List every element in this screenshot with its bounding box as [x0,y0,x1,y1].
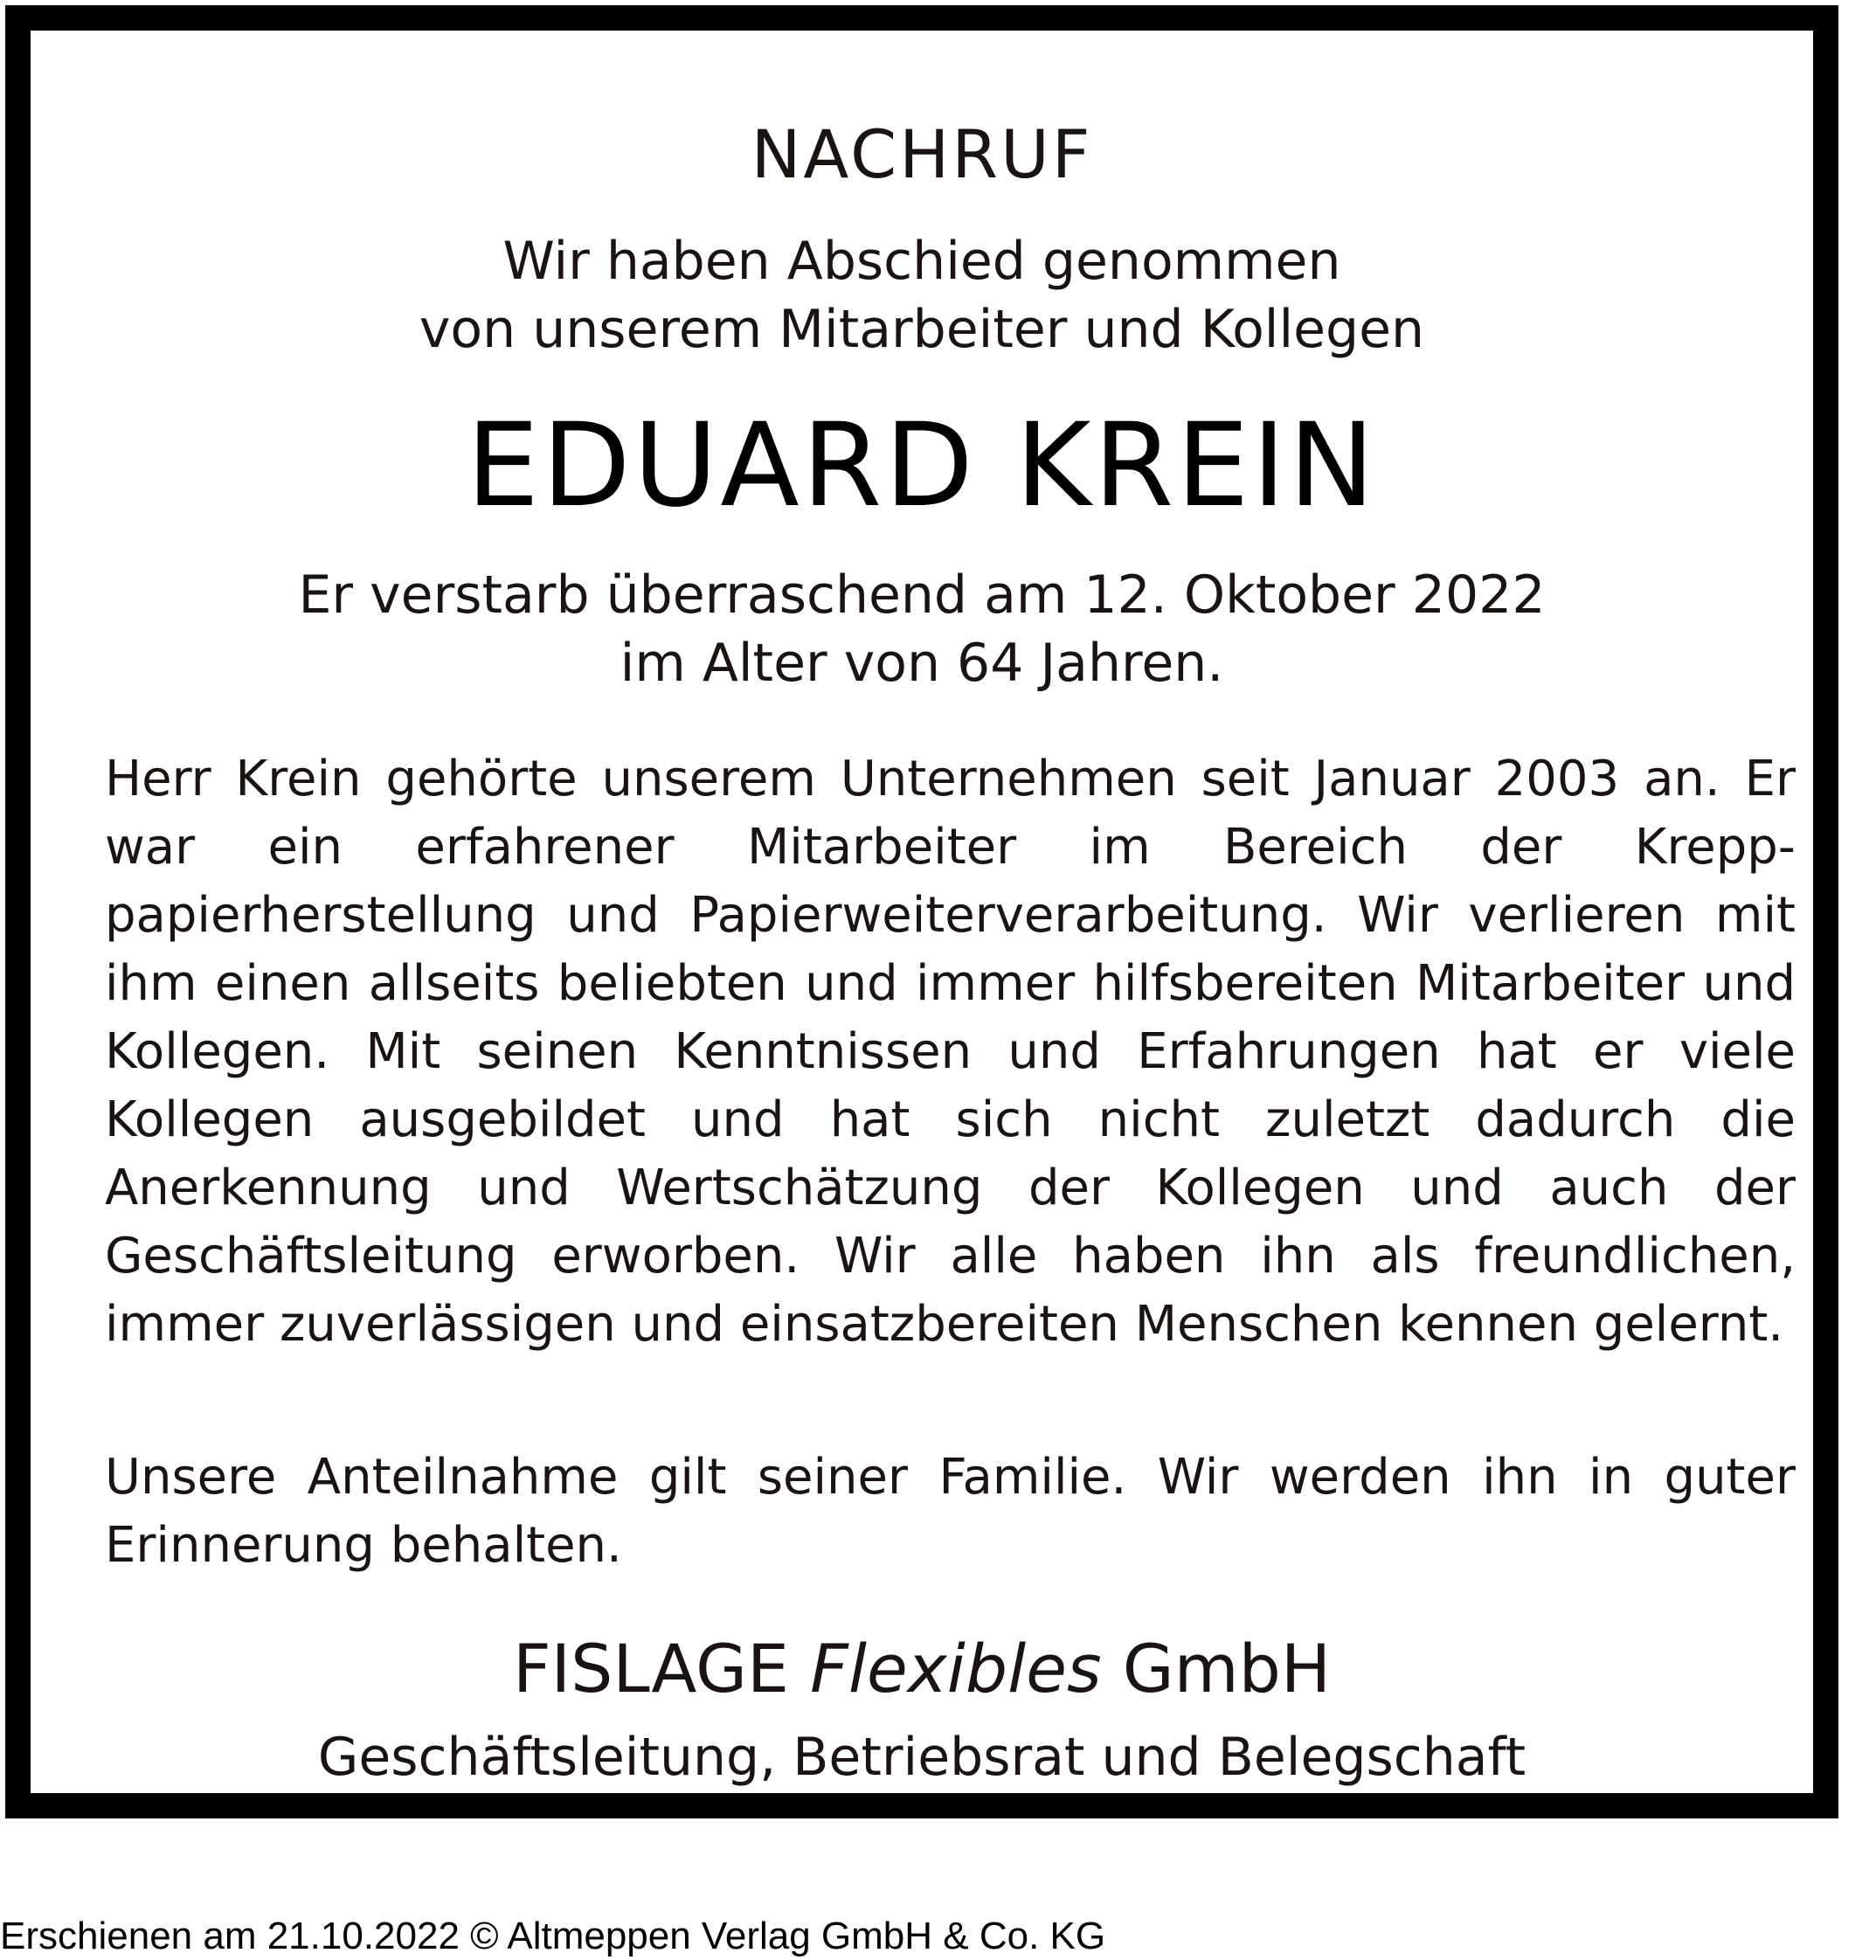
company-name-part-1: FISLAGE [512,1630,789,1707]
death-info [31,561,1813,697]
company-name-part-2: Flexibles [810,1630,1102,1707]
intro-text [31,227,1813,364]
signers-line: Geschäftsleitung, Betriebsrat und Belegschaft [317,1727,1526,1788]
intro-line-2: von unserem Mitarbeiter und Kollegen [419,299,1425,360]
tribute-paragraph: Herr Krein gehörte unserem Unternehmen seit Januar 2003 an. Er war ein erfahrener Mitarbeiter im Bereich der Krepp-​papierherstellung und Papierweiterverarbeitung. Wir verlieren mit ihm einen allseits beliebten und immer hilfsbereiten Mitarbeiter und Kollegen. Mit seinen Kenntnissen und Erfahrungen hat er viele Kollegen ausgebildet und hat sich nicht zuletzt dadurch die Anerkennung und Wertschätzung der Kollegen und auch der Geschäftsleitung erworben. Wir alle haben ihn als freundlichen, immer zuverlässigen und einsatzbereiten Menschen kennen gelernt. [105,751,1796,1353]
intro-line-1: Wir haben Abschied genommen [502,231,1341,292]
notice-title: NACHRUF [751,115,1093,193]
company-name-part-3: GmbH [1122,1630,1332,1707]
publication-note: Erschienen am 21.10.2022 © Altmeppen Verlag GmbH & Co. KG [0,1915,1106,1957]
company-name [31,1625,1813,1713]
condolence-paragraph: Unsere Anteilnahme gilt seiner Familie. Wir werden ihn in guter Erinnerung behalten. [105,1449,1796,1574]
obituary-notice [31,31,1813,1793]
age-line: im Alter von 64 Jahren. [620,633,1224,694]
deceased-name: EDUARD KREIN [466,398,1378,533]
death-date-line: Er verstarb überraschend am 12. Oktober 2022 [298,564,1546,626]
